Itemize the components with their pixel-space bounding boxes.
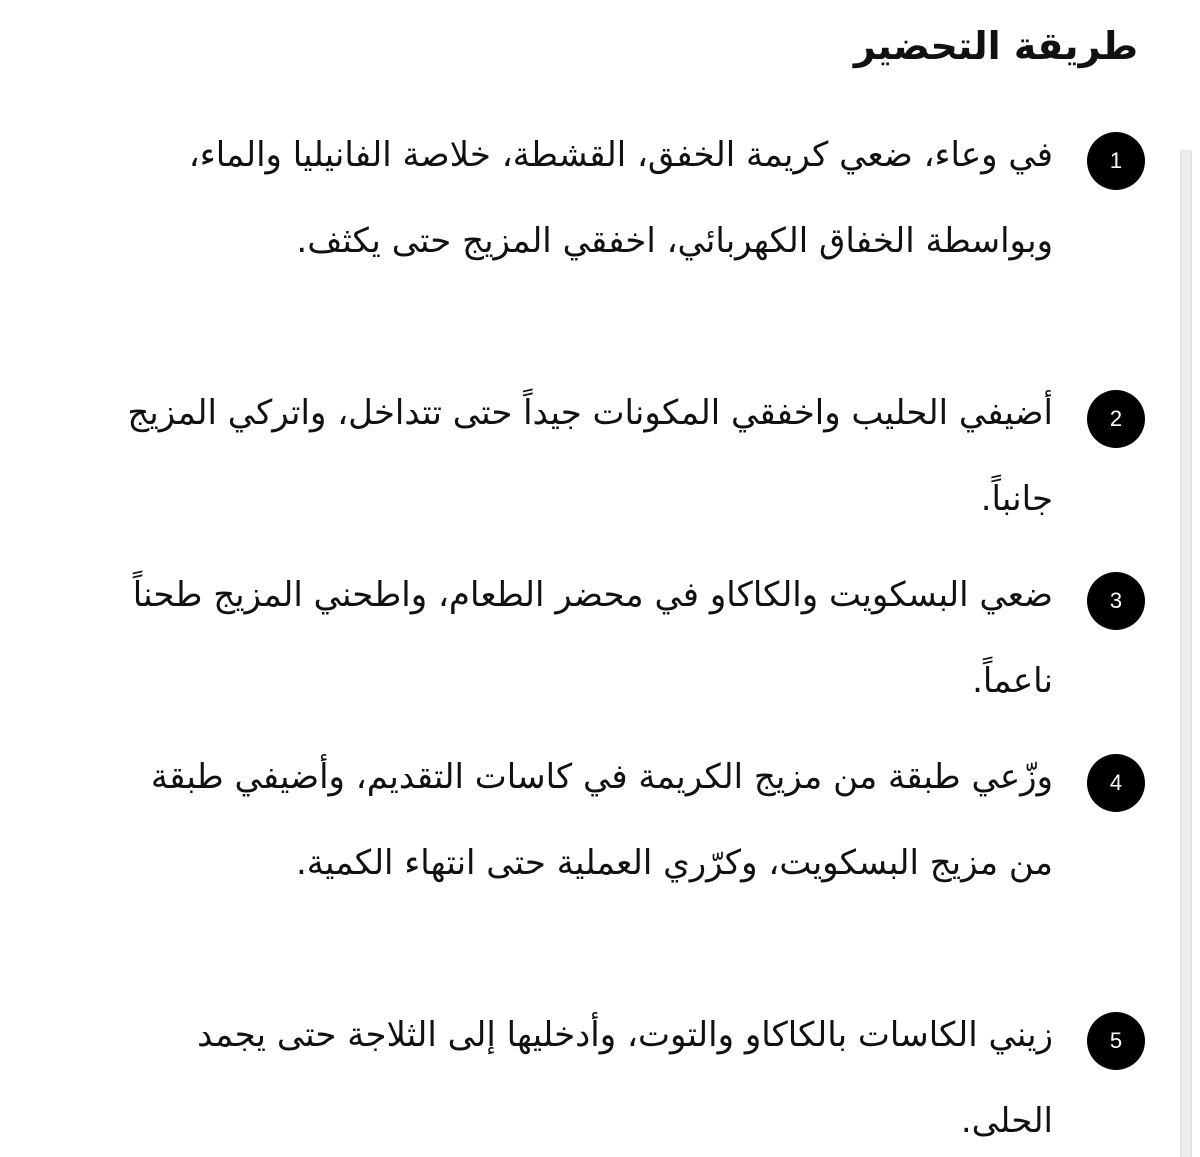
step-2	[127, 390, 1145, 530]
step-5	[145, 1012, 1145, 1152]
step-1	[145, 132, 1145, 352]
step-4	[145, 754, 1145, 974]
step-text: في وعاء، ضعي كريمة الخفق، القشطة، خلاصة الفانيليا والماء، وبواسطة الخفاق الكهربائي، اخفقي المزيج حتى يكثف.	[188, 135, 1053, 261]
step-text: زيني الكاسات بالكاكاو والتوت، وأدخليها إلى الثلاجة حتى يجمد الحلى.	[197, 1015, 1053, 1141]
step-number-badge: 1	[1087, 132, 1145, 190]
step-text: وزّعي طبقة من مزيج الكريمة في كاسات التقديم، وأضيفي طبقة من مزيج البسكويت، وكرّري العملية حتى انتهاء الكمية.	[150, 757, 1053, 883]
scrollbar-thumb[interactable]	[1181, 150, 1191, 1157]
step-number-badge: 4	[1087, 754, 1145, 812]
step-number-badge: 3	[1087, 572, 1145, 630]
page-title: طريقة التحضير	[853, 24, 1138, 68]
step-text: أضيفي الحليب واخفقي المكونات جيداً حتى تتداخل، واتركي المزيج جانباً.	[127, 393, 1053, 519]
step-number-badge: 2	[1087, 390, 1145, 448]
step-text: ضعي البسكويت والكاكاو في محضر الطعام، واطحني المزيج طحناً ناعماً.	[132, 575, 1053, 701]
step-number-badge: 5	[1087, 1012, 1145, 1070]
step-3	[132, 572, 1145, 712]
vertical-scrollbar[interactable]	[1180, 150, 1192, 1157]
